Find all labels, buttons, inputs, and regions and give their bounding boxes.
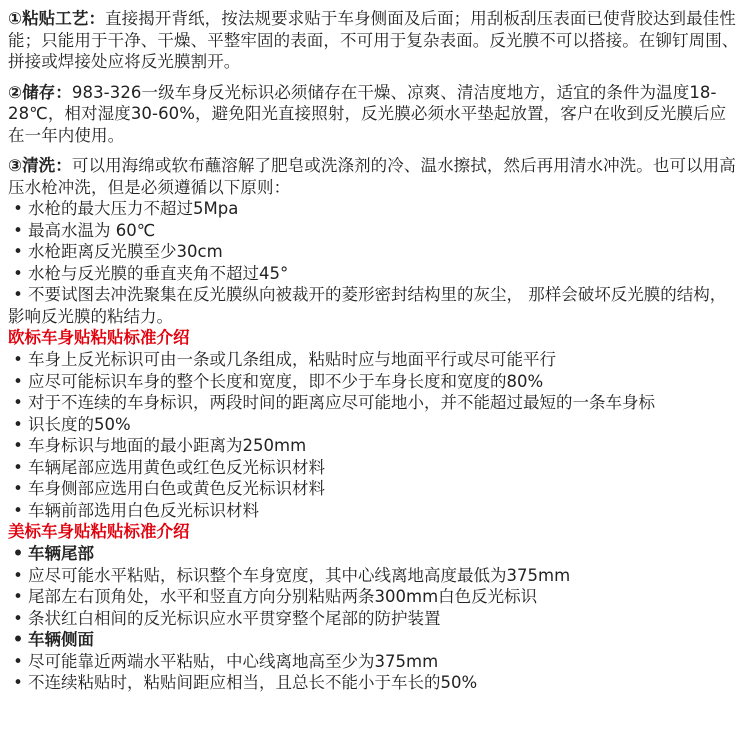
list-item: • 应尽可能标识车身的整个长度和宽度，即不少于车身长度和宽度的80% [8,371,742,393]
list-item: • 对于不连续的车身标识，两段时间的距离应尽可能地小，并不能超过最短的一条车身标 [8,392,742,414]
us-heading: 美标车身贴粘贴标准介绍 [8,522,190,541]
list-item: • 尽可能靠近两端水平粘贴，中心线离地高至少为375mm [8,651,742,673]
list-item: • 水枪与反光膜的垂直夹角不超过45° [8,263,742,285]
list-item: • 条状红白相间的反光标识应水平贯穿整个尾部的防护装置 [8,608,742,630]
bullet-icon: • [13,651,23,671]
list-item: • 车身上反光标识可由一条或几条组成，粘贴时应与地面平行或尽可能平行 [8,349,742,371]
rear-subheading: • 车辆尾部 [8,543,742,565]
paste-label: ①粘贴工艺： [8,9,106,28]
list-item: • 不要试图去冲洗聚集在反光膜纵向被裁开的菱形密封结构里的灰尘， 那样会破坏反光膜的结构，影响反光膜的粘结力。 [8,285,727,326]
list-item: • 水枪的最大压力不超过5Mpa [8,198,742,220]
euro-heading: 欧标车身贴粘贴标准介绍 [8,328,190,347]
bullet-icon: • [13,673,23,692]
storage-label: ②储存： [8,82,72,102]
bullet-icon: • [13,500,23,520]
list-item: • 不连续粘贴时，粘贴间距应相当，且总长不能小于车长的50% [8,672,742,694]
bullet-icon: • [13,608,23,628]
paste-section [8,8,742,73]
list-item: • 车辆前部选用白色反光标识材料 [8,500,742,522]
bullet-icon: • [13,263,23,283]
storage-text: 983-326一级车身反光标识必须储存在干燥、凉爽、清洁度地方，适宜的条件为温度18-28℃，相对湿度30-60%，避免阳光直接照射，反光膜必须水平垫起放置，客户在收到反光膜后应在一年内使用。 [8,82,727,145]
side-subheading: • 车辆侧面 [8,629,742,651]
bullet-icon: • [13,565,23,585]
bullet-icon: • [13,393,23,412]
bullet-icon: • [12,544,24,563]
bullet-icon: • [13,414,23,434]
list-item: • 尾部左右顶角处，水平和竖直方向分别粘贴两条300mm白色反光标识 [8,586,742,608]
bullet-icon: • [13,285,23,304]
list-item: • 水枪距离反光膜至少30cm [8,241,742,263]
bullet-icon: • [13,220,23,240]
bullet-icon: • [13,479,23,498]
cleaning-text: 可以用海绵或软布蘸溶解了肥皂或洗涤剂的冷、温水擦拭，然后再用清水冲洗。也可以用高压水枪冲洗，但是必须遵循以下原则： [8,156,736,197]
list-item: • 车身标识与地面的最小距离为250mm [8,435,742,457]
bullet-icon: • [13,587,23,606]
list-item: • 识长度的50% [8,414,742,436]
bullet-icon: • [13,436,23,455]
cleaning-section [8,155,742,198]
list-item: • 车身侧部应选用白色或黄色反光标识材料 [8,478,742,500]
list-item: • 应尽可能水平粘贴，标识整个车身宽度，其中心线离地高度最低为375mm [8,565,742,587]
bullet-icon: • [13,350,23,369]
bullet-icon: • [13,371,23,391]
cleaning-label: ③清洗： [8,156,72,175]
bullet-icon: • [12,630,24,649]
list-item: • 车辆尾部应选用黄色或红色反光标识材料 [8,457,742,479]
bullet-icon: • [13,199,23,218]
paste-text: 直接揭开背纸，按法规要求贴于车身侧面及后面；用刮板刮压表面已使背胶达到最佳性能；只能用于干净、干燥、平整牢固的表面，不可用于复杂表面。反光膜不可以搭接。在铆钉周围、拼接或焊接处应将反光膜割开。 [8,9,739,71]
storage-section [8,82,742,147]
list-item: • 最高水温为 60℃ [8,220,742,242]
bullet-icon: • [13,242,23,261]
bullet-icon: • [13,457,23,477]
